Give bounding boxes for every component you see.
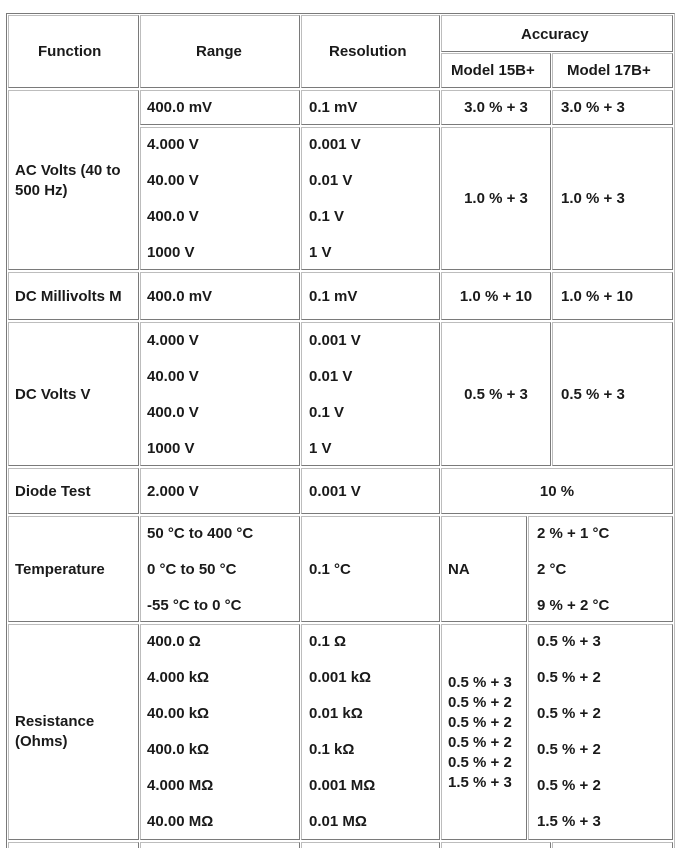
temperature-range: -55 °C to 0 °C — [147, 597, 242, 614]
dc-millivolts-acc17: 1.0 % + 10 — [561, 288, 634, 305]
next-row-cell — [552, 842, 673, 848]
resistance-function-line1: Resistance — [15, 713, 95, 730]
header-model17-cell — [552, 53, 673, 88]
resistance-function-cell — [8, 624, 139, 840]
ac-volts-resolution-cell-2 — [301, 127, 440, 270]
dc-volts-range: 40.00 V — [147, 368, 199, 385]
dc-millivolts-acc15: 1.0 % + 10 — [459, 288, 533, 305]
temperature-acc17: 2 °C — [537, 561, 567, 578]
ac-volts-range-cell-2 — [140, 127, 300, 270]
resistance-range: 400.0 kΩ — [147, 741, 210, 758]
ac-volts-acc15-cell-2 — [441, 127, 551, 270]
resistance-range: 4.000 MΩ — [147, 777, 214, 794]
temperature-acc15-cell — [441, 516, 527, 622]
ac-volts-function-line2: 500 Hz) — [15, 182, 68, 199]
header-resolution: Resolution — [329, 43, 407, 60]
resistance-acc15: 0.5 % + 2 — [448, 694, 512, 711]
ac-volts-acc17: 1.0 % + 3 — [561, 190, 625, 207]
header-function-cell — [8, 15, 139, 88]
dc-volts-acc17: 0.5 % + 3 — [561, 386, 625, 403]
resistance-acc15: 0.5 % + 2 — [448, 714, 512, 731]
resistance-acc17: 0.5 % + 2 — [537, 669, 601, 686]
temperature-function-cell — [8, 516, 139, 622]
next-row-cell — [301, 842, 440, 848]
ac-volts-acc15-cell-1 — [441, 90, 551, 125]
dc-volts-resolution: 1 V — [309, 440, 332, 457]
ac-volts-function-cell — [8, 90, 139, 270]
dc-volts-range: 400.0 V — [147, 404, 199, 421]
dc-volts-resolution: 0.01 V — [309, 368, 353, 385]
dc-volts-acc17-cell — [552, 322, 673, 466]
ac-volts-acc15: 1.0 % + 3 — [464, 190, 528, 207]
ac-volts-resolution: 0.001 V — [309, 136, 361, 153]
next-row-cell — [441, 842, 551, 848]
header-model15: Model 15B+ — [451, 62, 535, 79]
resistance-acc15-cell — [441, 624, 527, 840]
dc-volts-range: 1000 V — [147, 440, 195, 457]
dc-volts-function: DC Volts V — [15, 386, 91, 403]
next-row-cell — [8, 842, 139, 848]
resistance-acc15: 1.5 % + 3 — [448, 774, 512, 791]
dc-millivolts-resolution: 0.1 mV — [309, 288, 358, 305]
diode-function: Diode Test — [15, 483, 91, 500]
dc-millivolts-range-cell — [140, 272, 300, 320]
ac-volts-range: 40.00 V — [147, 172, 199, 189]
ac-volts-range-cell-1 — [140, 90, 300, 125]
temperature-range: 50 °C to 400 °C — [147, 525, 254, 542]
resistance-resolution-cell — [301, 624, 440, 840]
resistance-acc17: 1.5 % + 3 — [537, 813, 601, 830]
resistance-range: 40.00 MΩ — [147, 813, 214, 830]
ac-volts-function-line1: AC Volts (40 to — [15, 162, 121, 179]
ac-volts-acc15: 3.0 % + 3 — [464, 99, 528, 116]
temperature-range: 0 °C to 50 °C — [147, 561, 237, 578]
ac-volts-range: 4.000 V — [147, 136, 199, 153]
next-row-cell — [140, 842, 300, 848]
resistance-acc17-cell — [528, 624, 673, 840]
ac-volts-range: 1000 V — [147, 244, 195, 261]
header-range: Range — [196, 43, 242, 60]
ac-volts-resolution: 0.1 V — [309, 208, 345, 225]
diode-range-cell — [140, 468, 300, 514]
diode-function-cell — [8, 468, 139, 514]
temperature-function: Temperature — [15, 561, 105, 578]
ac-volts-resolution: 0.1 mV — [309, 99, 358, 116]
ac-volts-resolution: 0.01 V — [309, 172, 353, 189]
resistance-resolution: 0.1 Ω — [309, 633, 347, 650]
resistance-acc15: 0.5 % + 2 — [448, 734, 512, 751]
diode-accuracy: 10 % — [539, 483, 575, 500]
dc-millivolts-range: 400.0 mV — [147, 288, 213, 305]
resistance-range-cell — [140, 624, 300, 840]
dc-volts-resolution-cell — [301, 322, 440, 466]
temperature-acc17: 2 % + 1 °C — [537, 525, 610, 542]
header-accuracy-cell — [441, 15, 673, 52]
temperature-range-cell — [140, 516, 300, 622]
resistance-resolution: 0.01 MΩ — [309, 813, 367, 830]
resistance-resolution: 0.001 kΩ — [309, 669, 372, 686]
ac-volts-resolution: 1 V — [309, 244, 332, 261]
dc-millivolts-function-cell — [8, 272, 139, 320]
diode-resolution-cell — [301, 468, 440, 514]
dc-volts-function-cell — [8, 322, 139, 466]
header-resolution-cell — [301, 15, 440, 88]
temperature-acc17: 9 % + 2 °C — [537, 597, 610, 614]
resistance-acc15-list — [448, 673, 512, 793]
resistance-acc15: 0.5 % + 3 — [448, 674, 512, 691]
header-range-cell — [140, 15, 300, 88]
dc-volts-acc15: 0.5 % + 3 — [464, 386, 528, 403]
resistance-function-line2: (Ohms) — [15, 733, 68, 750]
header-model15-cell — [441, 53, 551, 88]
header-model17: Model 17B+ — [567, 62, 651, 79]
ac-volts-acc17-cell-2 — [552, 127, 673, 270]
dc-millivolts-function: DC Millivolts M — [15, 288, 122, 305]
dc-volts-range: 4.000 V — [147, 332, 199, 349]
diode-range: 2.000 V — [147, 483, 199, 500]
ac-volts-acc17-cell-1 — [552, 90, 673, 125]
dc-millivolts-resolution-cell — [301, 272, 440, 320]
resistance-range: 400.0 Ω — [147, 633, 201, 650]
diode-accuracy-cell — [441, 468, 673, 514]
resistance-acc17: 0.5 % + 2 — [537, 741, 601, 758]
ac-volts-range: 400.0 V — [147, 208, 199, 225]
resistance-resolution: 0.001 MΩ — [309, 777, 376, 794]
temperature-resolution: 0.1 °C — [309, 561, 351, 578]
dc-volts-acc15-cell — [441, 322, 551, 466]
resistance-acc15: 0.5 % + 2 — [448, 754, 512, 771]
ac-volts-acc17: 3.0 % + 3 — [561, 99, 625, 116]
dc-volts-resolution: 0.1 V — [309, 404, 345, 421]
resistance-resolution: 0.01 kΩ — [309, 705, 363, 722]
temperature-resolution-cell — [301, 516, 440, 622]
resistance-range: 40.00 kΩ — [147, 705, 210, 722]
ac-volts-resolution-cell-1 — [301, 90, 440, 125]
dc-volts-range-cell — [140, 322, 300, 466]
resistance-acc17: 0.5 % + 2 — [537, 705, 601, 722]
header-function: Function — [38, 43, 102, 60]
header-accuracy: Accuracy — [521, 26, 589, 43]
temperature-acc15: NA — [448, 561, 470, 578]
resistance-acc17: 0.5 % + 3 — [537, 633, 601, 650]
resistance-acc17: 0.5 % + 2 — [537, 777, 601, 794]
dc-volts-resolution: 0.001 V — [309, 332, 361, 349]
resistance-resolution: 0.1 kΩ — [309, 741, 355, 758]
ac-volts-range: 400.0 mV — [147, 99, 213, 116]
dc-millivolts-acc17-cell — [552, 272, 673, 320]
temperature-acc17-cell — [528, 516, 673, 622]
diode-resolution: 0.001 V — [309, 483, 361, 500]
resistance-range: 4.000 kΩ — [147, 669, 210, 686]
dc-millivolts-acc15-cell — [441, 272, 551, 320]
